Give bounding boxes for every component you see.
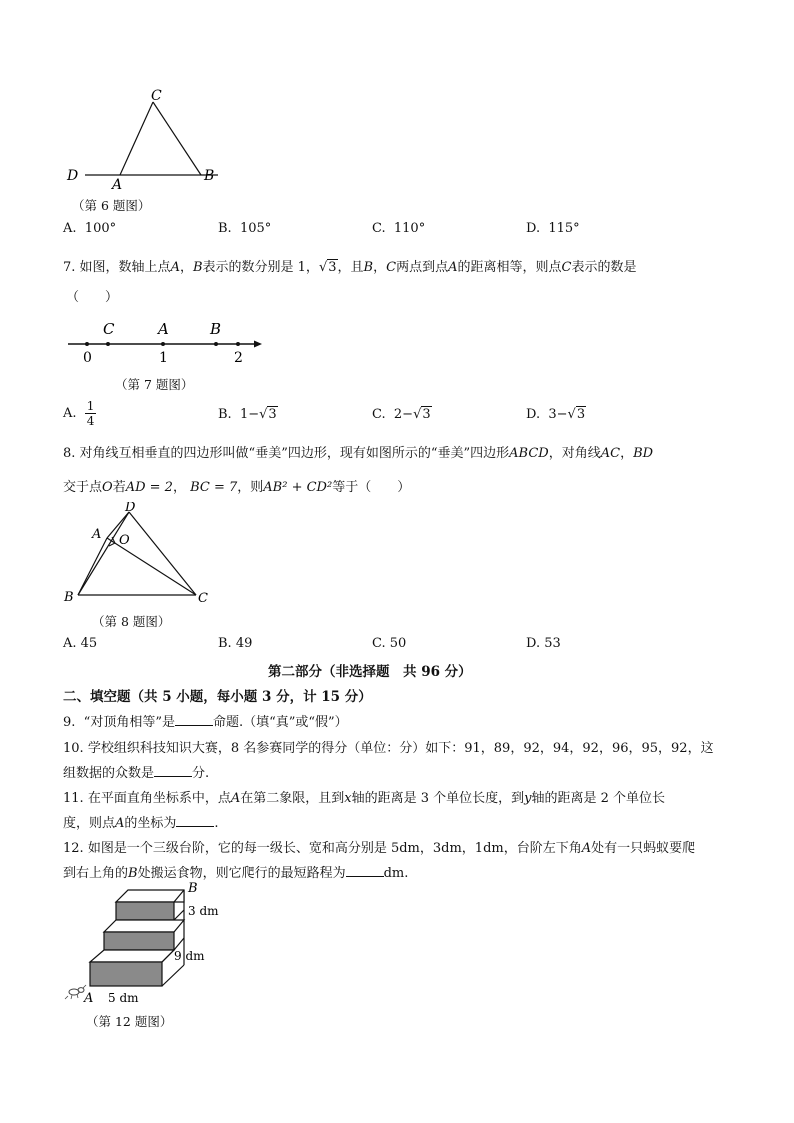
figure-12	[62, 880, 232, 1008]
q8-option-b: B. 49	[218, 636, 253, 651]
q8-text-line1: 8. 对角线互相垂直的四边形叫做“垂美”四边形，现有如图所示的“垂美”四边形ABCD，对角线AC，BD	[63, 446, 654, 461]
q12-text-line2: 到右上角的B处搬运食物，则它爬行的最短路程为 dm.	[63, 866, 409, 881]
fig12-label-5dm: 5 dm	[108, 991, 139, 1005]
fig6-label-b: B	[204, 168, 215, 184]
q6-option-c: C. 110°	[372, 221, 426, 236]
fig7-caption: （第 7 题图）	[115, 377, 194, 392]
figure-7	[62, 318, 267, 370]
q8-option-a: A. 45	[63, 636, 98, 651]
q6-option-d: D. 115°	[526, 221, 580, 236]
fig8-caption: （第 8 题图）	[92, 614, 171, 629]
part2-title: 第二部分（非选择题 共 96 分）	[268, 664, 472, 680]
q7-answer-paren: （ ）	[66, 290, 119, 305]
q8-option-c: C. 50	[372, 636, 407, 651]
q7-text: 7. 如图，数轴上点A，B表示的数分别是 1，√3，且B，C两点到点A的距离相等，则点C表示的数是	[63, 260, 637, 275]
q8-text-line2: 交于点O若AD = 2， BC = 7，则AB² + CD²等于（ ）	[63, 480, 411, 495]
fig6-caption: （第 6 题图）	[72, 198, 151, 213]
fig12-label-a: A	[84, 991, 94, 1006]
q7-option-d: D. 3−√3	[526, 407, 586, 422]
fig12-caption: （第 12 题图）	[86, 1014, 173, 1029]
fig7-tick-0: 0	[83, 350, 92, 366]
fig6-label-a: A	[112, 177, 123, 193]
fig8-label-c: C	[198, 591, 208, 606]
fig8-label-d: D	[125, 502, 136, 515]
fig6-label-d: D	[67, 168, 79, 184]
q12-blank[interactable]	[346, 864, 384, 877]
q9-text: 9. “对顶角相等”是 命题.（填“真”或“假”）	[63, 715, 348, 730]
fig8-label-b: B	[64, 590, 74, 605]
figure-8	[60, 502, 220, 608]
q9-blank[interactable]	[175, 713, 213, 726]
fig8-label-o: O	[119, 533, 130, 548]
fig12-label-9dm: 9 dm	[174, 949, 205, 963]
fig7-label-c: C	[103, 320, 115, 338]
fig12-label-b: B	[188, 881, 198, 896]
section2-title: 二、填空题（共 5 小题，每小题 3 分，计 15 分）	[63, 689, 372, 705]
q12-text-line1: 12. 如图是一个三级台阶，它的每一级长、宽和高分别是 5dm，3dm，1dm，台阶左下角A处有一只蚂蚁要爬	[63, 841, 696, 856]
q11-text-line1: 11. 在平面直角坐标系中，点A在第二象限，且到x轴的距离是 3 个单位长度，到y轴的距离是 2 个单位长	[63, 791, 666, 806]
q7-option-a: A. $\frac{1}{4}$	[63, 399, 95, 428]
q10-blank[interactable]	[154, 764, 192, 777]
q11-blank[interactable]	[176, 814, 214, 827]
q6-option-b: B. 105°	[218, 221, 272, 236]
fig7-tick-1: 1	[159, 350, 168, 366]
ant-icon	[65, 985, 86, 999]
q10-text-line2: 组数据的众数是 分.	[63, 766, 210, 781]
q7-option-b: B. 1−√3	[218, 407, 277, 422]
q10-text-line1: 10. 学校组织科技知识大赛，8 名参赛同学的得分（单位：分）如下：91，89，92，94，92，96，95，92，这	[63, 741, 714, 756]
fig6-label-c: C	[151, 88, 162, 104]
q8-option-d: D. 53	[526, 636, 561, 651]
fig7-label-a: A	[158, 320, 169, 338]
q7-option-c: C. 2−√3	[372, 407, 431, 422]
fig7-tick-2: 2	[234, 350, 243, 366]
fig12-label-3dm: 3 dm	[188, 904, 219, 918]
fig8-label-a: A	[92, 527, 102, 542]
fig7-label-b: B	[210, 320, 222, 338]
q11-text-line2: 度，则点A的坐标为 .	[63, 816, 219, 831]
q6-option-a: A. 100°	[63, 221, 117, 236]
figure-6	[60, 88, 230, 193]
